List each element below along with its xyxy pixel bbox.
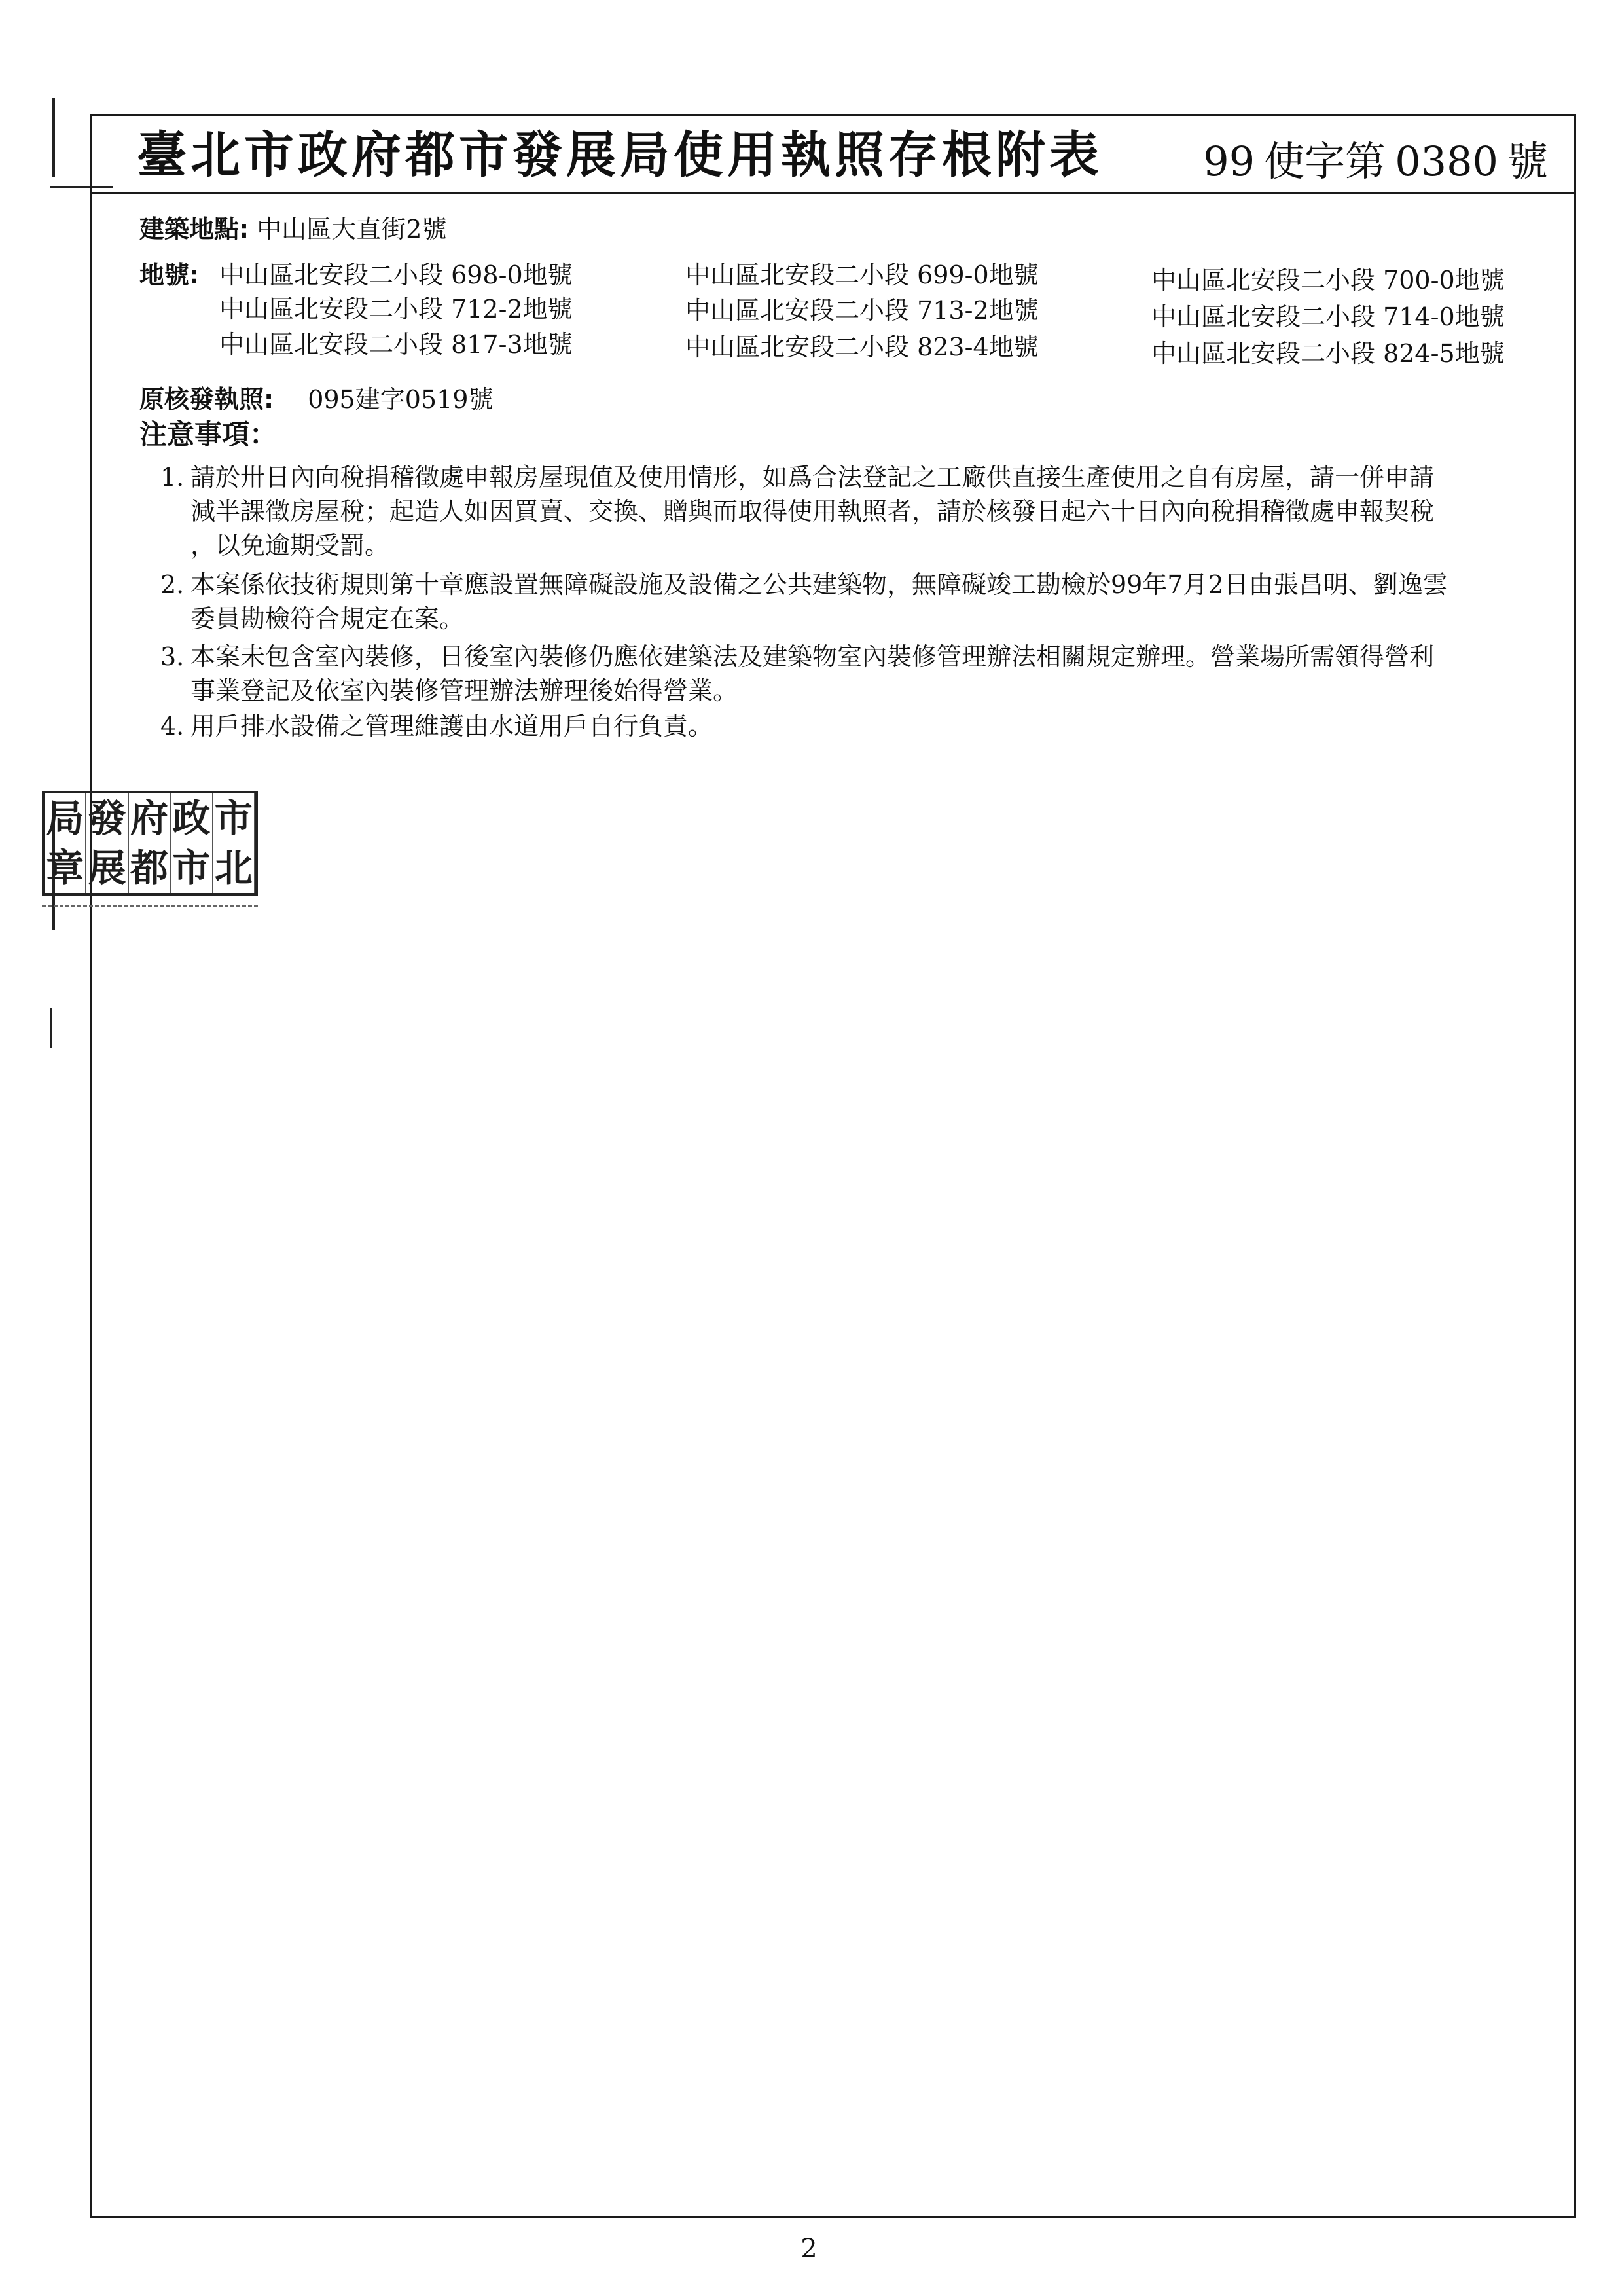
- land-lot: 中山區北安段二小段 817-3地號: [219, 330, 573, 359]
- number-prefix: 99: [1203, 137, 1255, 185]
- note-number: 1.: [160, 463, 185, 492]
- scan-artifact: [52, 98, 55, 177]
- seal-char: 府: [129, 793, 171, 843]
- note-item: [160, 709, 1528, 743]
- title-row: [92, 116, 1574, 194]
- note-text: 本案未包含室內裝修，日後室內裝修仍應依建築法及建築物室內裝修管理辦法相關規定辦理。營業場所需領得營利 事業登記及依室內裝修管理辦法辦理後始得營業。: [190, 642, 1435, 705]
- seal-char: 展: [86, 843, 128, 893]
- land-lot: 中山區北安段二小段 713-2地號: [685, 296, 1039, 325]
- note-number: 4.: [160, 712, 185, 740]
- building-site-label: 建築地點:: [139, 215, 249, 244]
- note-item: [160, 640, 1528, 708]
- original-license-row: [139, 383, 493, 416]
- note-item: [160, 568, 1528, 636]
- document-title: 臺北市政府都市發展局使用執照存根附表: [137, 126, 1103, 184]
- number-suffix: 號: [1507, 137, 1548, 185]
- land-lot: 中山區北安段二小段 712-2地號: [219, 295, 573, 323]
- note-number: 3.: [160, 642, 185, 671]
- land-lots-label-row: [139, 259, 199, 291]
- land-lot: 中山區北安段二小段 824-5地號: [1151, 339, 1505, 368]
- seal-char: 發: [86, 793, 128, 843]
- land-lot: 中山區北安段二小段 714-0地號: [1151, 302, 1505, 331]
- seal-char: 局: [45, 793, 86, 843]
- seal-char: 市: [213, 793, 255, 843]
- seal-perforation-line: [42, 905, 258, 907]
- number-word: 使字第: [1264, 137, 1386, 185]
- land-lot: 中山區北安段二小段 699-0地號: [685, 261, 1039, 289]
- seal-char: 市: [171, 843, 213, 893]
- building-site-row: [139, 213, 446, 246]
- notes-heading: 注意事項：: [139, 418, 278, 450]
- note-text: 用戶排水設備之管理維護由水道用戶自行負責。: [190, 712, 713, 740]
- document-frame: [90, 114, 1576, 2218]
- land-lots-label: 地號:: [139, 261, 200, 289]
- document-number: [1194, 136, 1548, 188]
- note-text: 請於卅日內向稅捐稽徵處申報房屋現值及使用情形，如爲合法登記之工廠供直接生產使用之自有房屋，請一併申請 減半課徵房屋稅；起造人如因買賣、交換、贈與而取得使用執照者，請於核發日起六十日內向稅捐稽徵處申報契稅 ，以免逾期受罰。: [190, 463, 1435, 560]
- note-number: 2.: [160, 570, 185, 599]
- land-lot: 中山區北安段二小段 698-0地號: [219, 261, 573, 289]
- seal-char: 北: [213, 843, 255, 893]
- note-item: [160, 460, 1528, 562]
- seal-char: 都: [129, 843, 171, 893]
- land-lot: 中山區北安段二小段 823-4地號: [685, 333, 1039, 361]
- number-value: 0380: [1395, 137, 1498, 185]
- seal-char: 章: [45, 843, 86, 893]
- seal-char: 政: [171, 793, 213, 843]
- original-license-label: 原核發執照:: [139, 385, 274, 414]
- land-lot: 中山區北安段二小段 700-0地號: [1151, 266, 1505, 295]
- original-license-value: 095建字0519號: [308, 385, 494, 414]
- note-text: 本案係依技術規則第十章應設置無障礙設施及設備之公共建築物，無障礙竣工勘檢於99年7月2日由張昌明、劉逸雲 委員勘檢符合規定在案。: [190, 570, 1448, 633]
- official-seal-stamp: [42, 791, 258, 896]
- building-site-value: 中山區大直街2號: [257, 215, 447, 244]
- scan-artifact: [50, 1008, 52, 1048]
- page-number: 2: [800, 2234, 818, 2264]
